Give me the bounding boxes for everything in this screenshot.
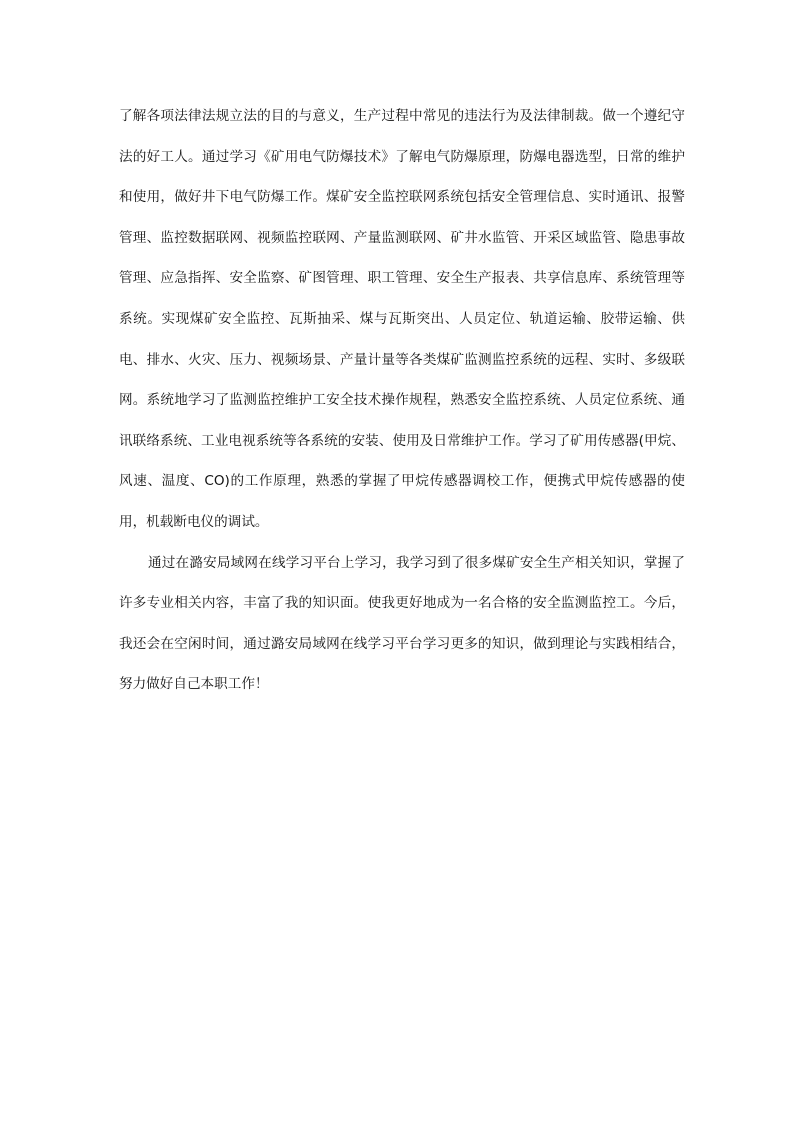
document-body bbox=[119, 96, 685, 705]
paragraph-1: 了解各项法律法规立法的目的与意义，生产过程中常见的违法行为及法律制裁。做一个遵纪守法的好工人。通过学习《矿用电气防爆技术》了解电气防爆原理，防爆电器选型，日常的维护和使用，做好井下电气防爆工作。煤矿安全监控联网系统包括安全管理信息、实时通讯、报警管理、监控数据联网、视频监控联网、产量监测联网、矿井水监管、开采区域监管、隐患事故管理、应急指挥、安全监察、矿图管理、职工管理、安全生产报表、共享信息库、系统管理等系统。实现煤矿安全监控、瓦斯抽采、煤与瓦斯突出、人员定位、轨道运输、胶带运输、供电、排水、火灾、压力、视频场景、产量计量等各类煤矿监测监控系统的远程、实时、多级联网。系统地学习了监测监控维护工安全技术操作规程，熟悉安全监控系统、人员定位系统、通讯联络系统、工业电视系统等各系统的安装、使用及日常维护工作。学习了矿用传感器(甲烷、风速、温度、CO)的工作原理，熟悉的掌握了甲烷传感器调校工作，便携式甲烷传感器的使用，机载断电仪的调试。 bbox=[119, 108, 685, 530]
paragraph-2: 通过在潞安局域网在线学习平台上学习，我学习到了很多煤矿安全生产相关知识，掌握了许多专业相关内容，丰富了我的知识面。使我更好地成为一名合格的安全监测监控工。今后，我还会在空闲时间，通过潞安局域网在线学习平台学习更多的知识，做到理论与实践相结合，努力做好自己本职工作！ bbox=[119, 554, 685, 693]
